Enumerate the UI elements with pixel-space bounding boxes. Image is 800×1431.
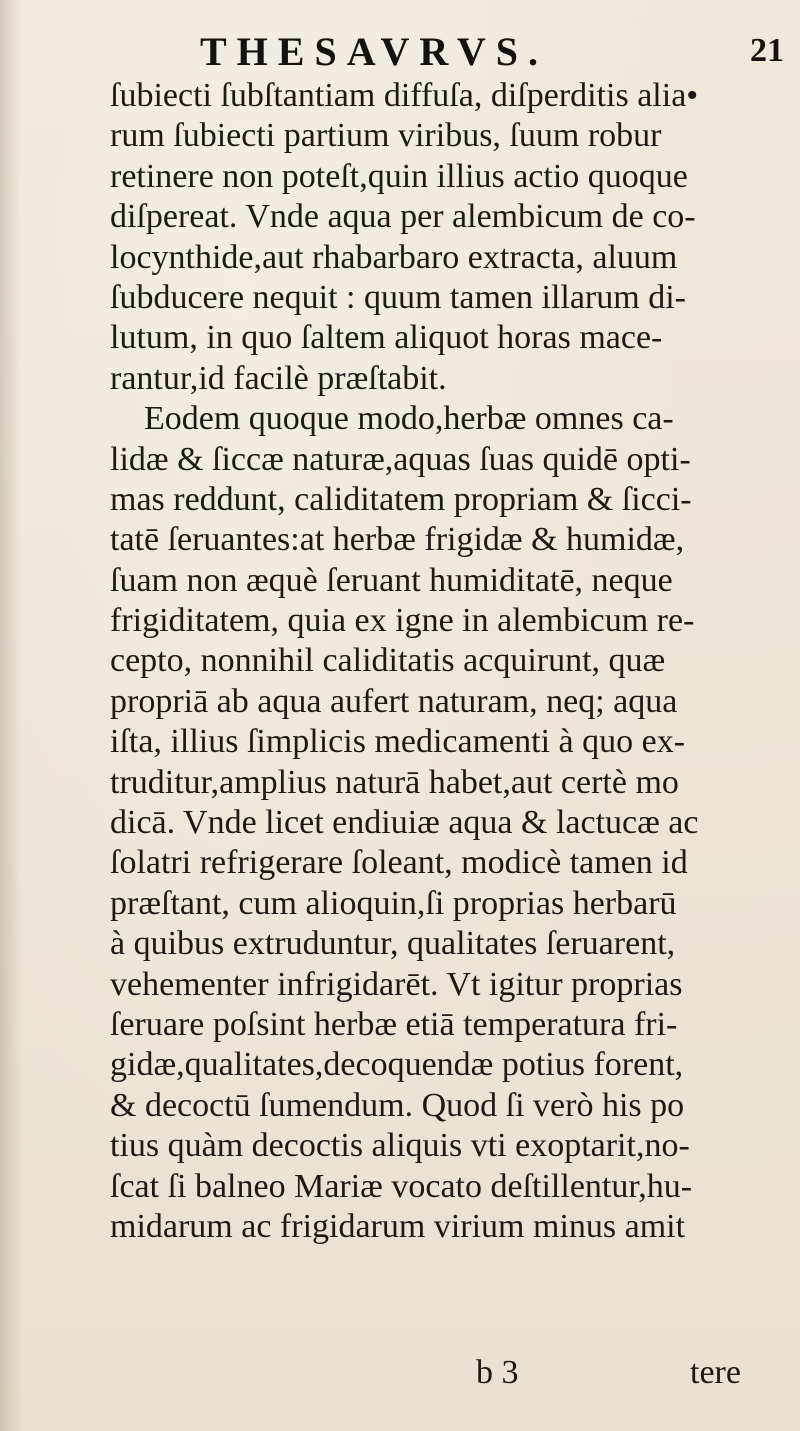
text-line: propriā ab aqua aufert naturam, neq; aqua bbox=[110, 682, 678, 720]
text-line: ſubducere nequit : quum tamen illarum di- bbox=[110, 278, 686, 316]
text-line: rantur,id facilè præſtabit. bbox=[110, 359, 447, 397]
text-line: tius quàm decoctis aliquis vti exoptarit,no- bbox=[110, 1127, 690, 1165]
text-line: ſuam non æquè ſeruant humiditatē, neque bbox=[110, 561, 673, 599]
text-line: dicā. Vnde licet endiuiæ aqua & lactucæ ac bbox=[110, 804, 699, 842]
text-line: retinere non poteſt,quin illius actio quoque bbox=[110, 157, 688, 195]
text-line: lutum, in quo ſaltem aliquot horas mace- bbox=[110, 319, 663, 357]
gutter-shadow bbox=[0, 0, 22, 1431]
paragraph-start-line: Eodem quoque modo,herbæ omnes ca- bbox=[144, 400, 674, 438]
text-line: midarum ac frigidarum virium minus amit bbox=[110, 1207, 686, 1245]
text-line: ſeruare poſsint herbæ etiā temperatura fri- bbox=[110, 1005, 678, 1043]
text-line: ſcat ſi balneo Mariæ vocato deſtillentur,hu- bbox=[110, 1167, 693, 1205]
text-block bbox=[110, 76, 790, 1247]
text-line: gidæ,qualitates,decoquendæ potius forent, bbox=[110, 1046, 684, 1084]
running-head bbox=[0, 20, 800, 74]
text-line: tatē ſeruantes:at herbæ frigidæ & humidæ, bbox=[110, 521, 685, 559]
text-line: & decoctū ſumendum. Quod ſi verò his po bbox=[110, 1086, 685, 1124]
text-line: ſubiecti ſubſtantiam diffuſa, diſperditis alia• bbox=[110, 77, 699, 114]
signature-mark: b 3 bbox=[476, 1354, 519, 1391]
catchword: tere bbox=[690, 1354, 741, 1391]
page-footer bbox=[0, 1354, 800, 1398]
text-line: à quibus extruduntur, qualitates ſeruarent, bbox=[110, 925, 676, 963]
text-line: mas reddunt, caliditatem propriam & ſicci- bbox=[110, 480, 692, 518]
text-line: truditur,amplius naturā habet,aut certè mo bbox=[110, 763, 679, 801]
text-line: ſolatri refrigerare ſoleant, modicè tamen id bbox=[110, 844, 688, 882]
text-line: locynthide,aut rhabarbaro extracta, aluum bbox=[110, 238, 678, 276]
text-line: vehementer infrigidarēt. Vt igitur proprias bbox=[110, 965, 683, 1003]
text-line: cepto, nonnihil caliditatis acquirunt, quæ bbox=[110, 642, 666, 680]
text-line: iſta, illius ſimplicis medicamenti à quo ex- bbox=[110, 723, 686, 761]
text-line: lidæ & ſiccæ naturæ,aquas ſuas quidē opti- bbox=[110, 440, 691, 478]
text-line: diſpereat. Vnde aqua per alembicum de co- bbox=[110, 198, 696, 236]
text-line: frigiditatem, quia ex igne in alembicum re- bbox=[110, 602, 695, 640]
text-line: rum ſubiecti partium viribus, ſuum robur bbox=[110, 117, 662, 155]
text-line: præſtant, cum alioquin,ſi proprias herbarū bbox=[110, 884, 677, 922]
running-title: THESAVRVS. bbox=[200, 29, 548, 74]
page-number: 21 bbox=[750, 32, 784, 69]
